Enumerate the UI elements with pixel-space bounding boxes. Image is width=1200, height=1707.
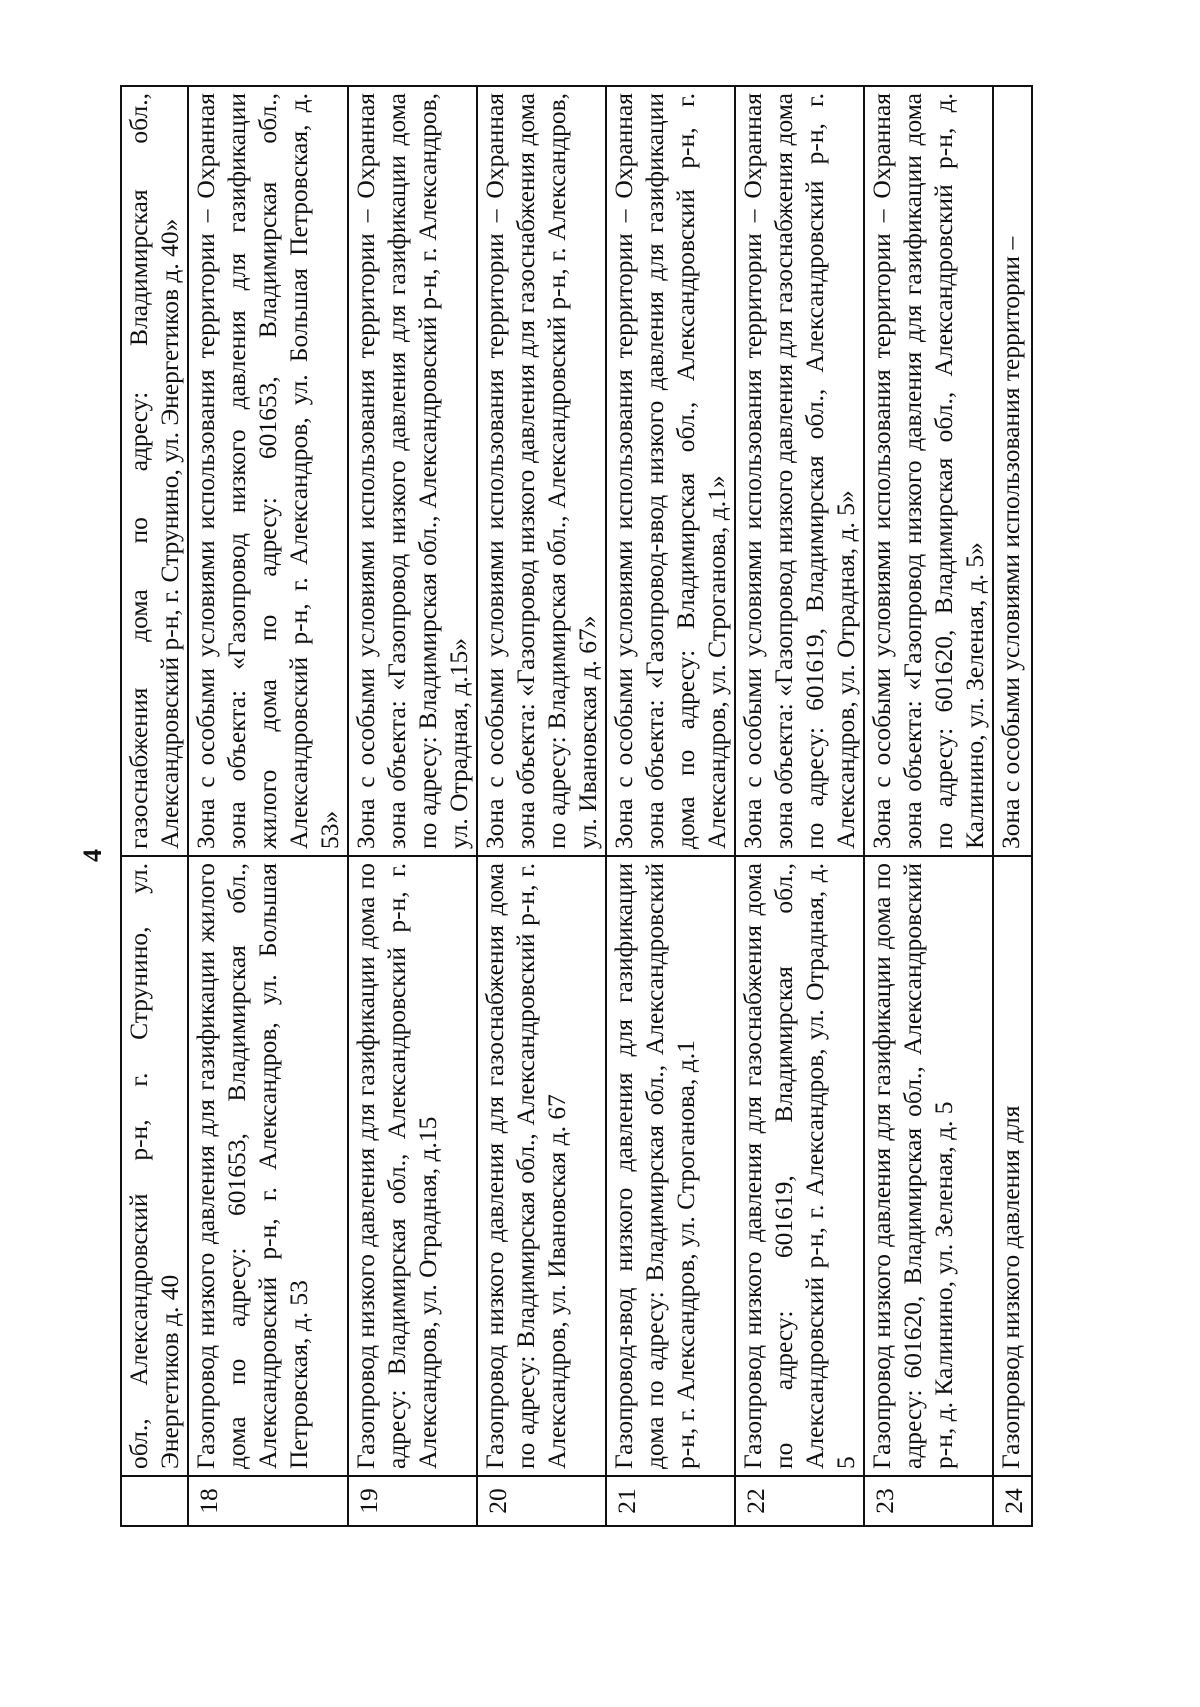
object-description: Газопровод низкого давления для (993, 856, 1032, 1476)
zone-description: Зона с особыми условиями использования территории – Охранная зона объекта: «Газопровод низкого давления для газоснабжения дома по адресу: 601619, Владимирская обл., Александровский р-н, г. Александров, ул. Отрадная, д. 5» (735, 86, 864, 856)
zone-description: Зона с особыми условиями использования территории – Охранная зона объекта: «Газопровод-ввод низкого давления для газификации дома по адресу: Владимирская обл., Александровский р-н, г. Александров, ул. Строганова, д.1» (606, 86, 735, 856)
row-number (121, 1476, 188, 1526)
table-row (606, 86, 735, 1526)
table-row (864, 86, 993, 1526)
object-description: обл., Александровский р-н, г. Струнино, ул. Энергетиков д. 40 (121, 856, 188, 1476)
table-row (121, 86, 188, 1526)
object-description: Газопровод низкого давления для газоснабжения дома по адресу: Владимирская обл., Александровский р-н, г. Александров, ул. Ивановская д. 67 (477, 856, 606, 1476)
table-row (735, 86, 864, 1526)
row-number: 21 (606, 1476, 735, 1526)
row-number: 19 (348, 1476, 477, 1526)
object-description: Газопровод низкого давления для газификации дома по адресу: Владимирская обл., Александровский р-н, г. Александров, ул. Отрадная, д.15 (348, 856, 477, 1476)
row-number: 24 (993, 1476, 1032, 1526)
row-number: 22 (735, 1476, 864, 1526)
row-number: 18 (188, 1476, 348, 1526)
zone-description: Зона с особыми условиями использования территории – (993, 86, 1032, 856)
zone-description: Зона с особыми условиями использования территории – Охранная зона объекта: «Газопровод низкого давления для газоснабжения дома по адресу: Владимирская обл., Александровский р-н, г. Александров, ул. Ивановская д. 67» (477, 86, 606, 856)
zone-description: Зона с особыми условиями использования территории – Охранная зона объекта: «Газопровод низкого давления для газификации жилого дома по адресу: 601653, Владимирская обл., Александровский р-н, г. Александров, ул. Большая Петровская, д. 53» (188, 86, 348, 856)
object-description: Газопровод-ввод низкого давления для газификации дома по адресу: Владимирская обл., Александровский р-н, г. Александров, ул. Строганова, д.1 (606, 856, 735, 1476)
object-description: Газопровод низкого давления для газификации жилого дома по адресу: 601653, Владимирская обл., Александровский р-н, г. Александров, ул. Большая Петровская, д. 53 (188, 856, 348, 1476)
zone-description: газоснабжения дома по адресу: Владимирская обл., Александровский р-н, г. Струнино, ул. Энергетиков д. 40» (121, 86, 188, 856)
zone-description: Зона с особыми условиями использования территории – Охранная зона объекта: «Газопровод низкого давления для газификации дома по адресу: Владимирская обл., Александровский р-н, г. Александров, ул. Отрадная, д.15» (348, 86, 477, 856)
object-description: Газопровод низкого давления для газоснабжения дома по адресу: 601619, Владимирская обл., Александровский р-н, г. Александров, ул. Отрадная, д. 5 (735, 856, 864, 1476)
object-description: Газопровод низкого давления для газификации дома по адресу: 601620, Владимирская обл., Александровский р-н, д. Калинино, ул. Зеленая, д. 5 (864, 856, 993, 1476)
page-number: 4 (78, 849, 107, 862)
table-row (188, 86, 348, 1526)
table-row (993, 86, 1032, 1526)
zone-description: Зона с особыми условиями использования территории – Охранная зона объекта: «Газопровод низкого давления для газификации дома по адресу: 601620, Владимирская обл., Александровский р-н, д. Калинино, ул. Зеленая, д. 5» (864, 86, 993, 856)
table-row (477, 86, 606, 1526)
zones-table (120, 85, 1033, 1527)
table-row (348, 86, 477, 1526)
row-number: 20 (477, 1476, 606, 1526)
row-number: 23 (864, 1476, 993, 1526)
